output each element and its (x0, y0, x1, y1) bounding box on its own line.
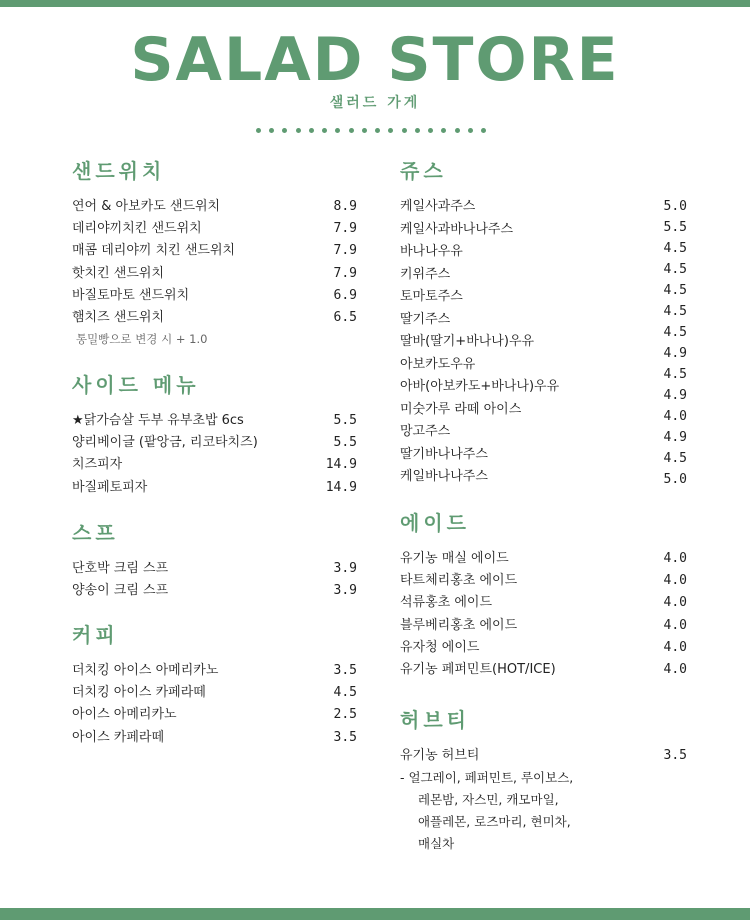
menu-item (400, 637, 687, 659)
menu-item-price: 4.0 (663, 573, 687, 589)
divider-dot (256, 128, 261, 133)
menu-item-price: 4.9 (663, 346, 687, 361)
sandwich-note: 통밀빵으로 변경 시 + 1.0 (76, 332, 208, 347)
menu-item-price: 4.9 (663, 430, 687, 445)
menu-item (72, 240, 357, 262)
menu-item (400, 286, 687, 309)
section-herb (400, 705, 687, 855)
menu-item-price: 7.9 (333, 243, 357, 259)
menu-item-name: 아바(아보카도+바나나)우유 (400, 379, 560, 395)
menu-item (400, 331, 687, 354)
section-coffee (72, 620, 357, 749)
section-title-side: 사이드 메뉴 (72, 373, 200, 397)
menu-item-name: 아이스 아메리카노 (72, 707, 177, 723)
menu-item-name: 아이스 카페라떼 (72, 729, 165, 745)
herb-tea-list-line: - 얼그레이, 페퍼민트, 루이보스, (400, 770, 574, 786)
menu-item-price: 4.0 (663, 551, 687, 567)
divider-dot (402, 128, 407, 133)
menu-item-name: 유기농 페퍼민트(HOT/ICE) (400, 662, 556, 678)
menu-item-price: 3.9 (333, 561, 357, 577)
menu-item-name: 케일사과주스 (400, 199, 476, 215)
menu-item-name: 딸기바나나주스 (400, 446, 488, 462)
menu-item-price: 3.5 (333, 729, 357, 745)
divider-dot (455, 128, 460, 133)
divider-dot (309, 128, 314, 133)
menu-item-price: 4.5 (333, 685, 357, 701)
menu-item-name: 햄치즈 샌드위치 (72, 310, 165, 326)
menu-item-name: 미숫가루 라떼 아이스 (400, 401, 522, 417)
menu-item (72, 477, 357, 499)
divider-dot (428, 128, 433, 133)
menu-item-name: 케일사과바나나주스 (400, 221, 514, 237)
divider-dot (269, 128, 274, 133)
menu-item-price: 7.9 (333, 221, 357, 237)
menu-item-price: 4.9 (663, 388, 687, 403)
menu-item-name: 양리베이글 (팥앙금, 리코타치즈) (72, 435, 258, 451)
menu-item-price: 14.9 (325, 479, 357, 495)
menu-item (400, 659, 687, 681)
menu-item-price: 4.5 (663, 367, 687, 382)
herb-tea-list (400, 767, 687, 855)
menu-item-name: 키위주스 (400, 266, 451, 282)
menu-item-name: 유자청 에이드 (400, 639, 480, 655)
herb-tea-list-line: 레몬밤, 자스민, 캐모마일, (418, 792, 559, 808)
menu-item-price: 6.9 (333, 287, 357, 303)
menu-item (72, 454, 357, 476)
herb-tea-list-line: 매실차 (418, 836, 455, 852)
divider-dot (388, 128, 393, 133)
menu-item (400, 592, 687, 614)
menu-item (72, 660, 357, 682)
divider-dot (335, 128, 340, 133)
menu-item (400, 444, 687, 467)
menu-item-price: 5.0 (663, 472, 687, 487)
menu-item-price: 3.5 (663, 748, 687, 764)
section-title-ade: 에이드 (400, 511, 470, 535)
menu-item-price: 8.9 (333, 199, 357, 215)
menu-item (72, 682, 357, 704)
section-title-herb: 허브티 (400, 708, 470, 732)
divider-dot (468, 128, 473, 133)
menu-item-name: 데리야끼치킨 샌드위치 (72, 221, 202, 237)
menu-item (72, 196, 357, 218)
menu-item (72, 410, 357, 432)
juice-price-column (653, 196, 687, 490)
menu-item-price: 5.5 (333, 413, 357, 429)
menu-item-price: 7.9 (333, 265, 357, 281)
menu-item-name: 양송이 크림 스프 (72, 583, 169, 599)
section-title-juice: 쥬스 (400, 159, 447, 183)
menu-item (72, 558, 357, 580)
menu-item-name: 치즈피자 (72, 457, 123, 473)
menu-item-price: 3.5 (333, 663, 357, 679)
herb-tea-list-line: 애플레몬, 로즈마리, 현미차, (418, 814, 571, 830)
menu-item-name: 딸바(딸기+바나나)우유 (400, 334, 535, 350)
menu-item-name: 매콤 데리야끼 치킨 샌드위치 (72, 243, 236, 259)
menu-item (400, 421, 687, 444)
menu-item-price: 14.9 (325, 457, 357, 473)
menu-item-name: 바나나우유 (400, 244, 463, 260)
menu-item (72, 263, 357, 285)
menu-item (400, 745, 687, 767)
menu-item-price: 3.9 (333, 583, 357, 599)
menu-item-name: 케일바나나주스 (400, 469, 488, 485)
section-title-coffee: 커피 (72, 623, 119, 647)
menu-item-price: 4.5 (663, 241, 687, 256)
menu-item-name: 딸기주스 (400, 311, 451, 327)
menu-item-name: 석류홍초 에이드 (400, 595, 493, 611)
divider-dot (375, 128, 380, 133)
menu-item-name: 핫치킨 샌드위치 (72, 265, 165, 281)
menu-item (400, 264, 687, 287)
menu-item-name: 더치킹 아이스 아메리카노 (72, 663, 219, 679)
dotted-divider (256, 128, 486, 134)
menu-item-price: 4.0 (663, 662, 687, 678)
store-subtitle: 샐러드 가게 (329, 95, 421, 111)
menu-item (72, 218, 357, 240)
menu-item-price: 6.5 (333, 310, 357, 326)
menu-item (400, 376, 687, 399)
menu-item-name: 바질페토피자 (72, 479, 148, 495)
menu-item-name: 아보카도우유 (400, 356, 476, 372)
menu-item (400, 241, 687, 264)
store-title: SALAD STORE (130, 25, 620, 95)
menu-item-price: 4.0 (663, 617, 687, 633)
menu-item-price: 4.0 (663, 409, 687, 424)
menu-item (72, 307, 357, 329)
menu-item-name: 유기농 매실 에이드 (400, 551, 509, 567)
menu-item-price: 5.5 (663, 220, 687, 235)
divider-dot (322, 128, 327, 133)
section-sandwich (72, 156, 357, 349)
divider-dot (362, 128, 367, 133)
divider-dot (481, 128, 486, 133)
divider-dot (441, 128, 446, 133)
menu-item-name: 연어 & 아보카도 샌드위치 (72, 199, 221, 215)
section-juice (400, 156, 687, 489)
menu-item (72, 580, 357, 602)
menu-item-price: 4.0 (663, 639, 687, 655)
menu-item-name: 유기농 허브티 (400, 748, 480, 764)
menu-item-name: 바질토마토 샌드위치 (72, 287, 190, 303)
top-accent-bar (0, 0, 750, 7)
section-ade (400, 508, 687, 681)
section-soup (72, 518, 357, 602)
menu-item-name: ★닭가슴살 두부 유부초밥 6cs (72, 413, 244, 429)
divider-dot (349, 128, 354, 133)
menu-item-name: 더치킹 아이스 카페라떼 (72, 685, 206, 701)
menu-item-name: 단호박 크림 스프 (72, 561, 169, 577)
divider-dot (296, 128, 301, 133)
menu-item-price: 5.0 (663, 199, 687, 214)
divider-dot (415, 128, 420, 133)
menu-item-price: 4.5 (663, 283, 687, 298)
menu-item-price: 2.5 (333, 707, 357, 723)
divider-dot (282, 128, 287, 133)
menu-item (400, 466, 687, 489)
menu-item-price: 5.5 (333, 435, 357, 451)
menu-item (72, 727, 357, 749)
menu-item (72, 432, 357, 454)
menu-item (72, 285, 357, 307)
menu-item (400, 399, 687, 422)
section-title-soup: 스프 (72, 521, 119, 545)
section-side (72, 370, 357, 499)
menu-item-price: 4.5 (663, 451, 687, 466)
menu-item (400, 354, 687, 377)
menu-item (400, 570, 687, 592)
menu-item-name: 블루베리홍초 에이드 (400, 617, 518, 633)
menu-item-name: 토마토주스 (400, 289, 463, 305)
menu-item-name: 타트체리홍초 에이드 (400, 573, 518, 589)
menu-item (72, 704, 357, 726)
menu-item (400, 548, 687, 570)
menu-item-price: 4.5 (663, 304, 687, 319)
bottom-accent-bar (0, 908, 750, 920)
menu-item (400, 309, 687, 332)
menu-item-name: 망고주스 (400, 424, 451, 440)
menu-item (400, 219, 687, 242)
menu-item-price: 4.0 (663, 595, 687, 611)
menu-item (400, 615, 687, 637)
menu-item-price: 4.5 (663, 325, 687, 340)
section-title-sandwich: 샌드위치 (72, 159, 166, 183)
menu-item-price: 4.5 (663, 262, 687, 277)
menu-item (400, 196, 687, 219)
